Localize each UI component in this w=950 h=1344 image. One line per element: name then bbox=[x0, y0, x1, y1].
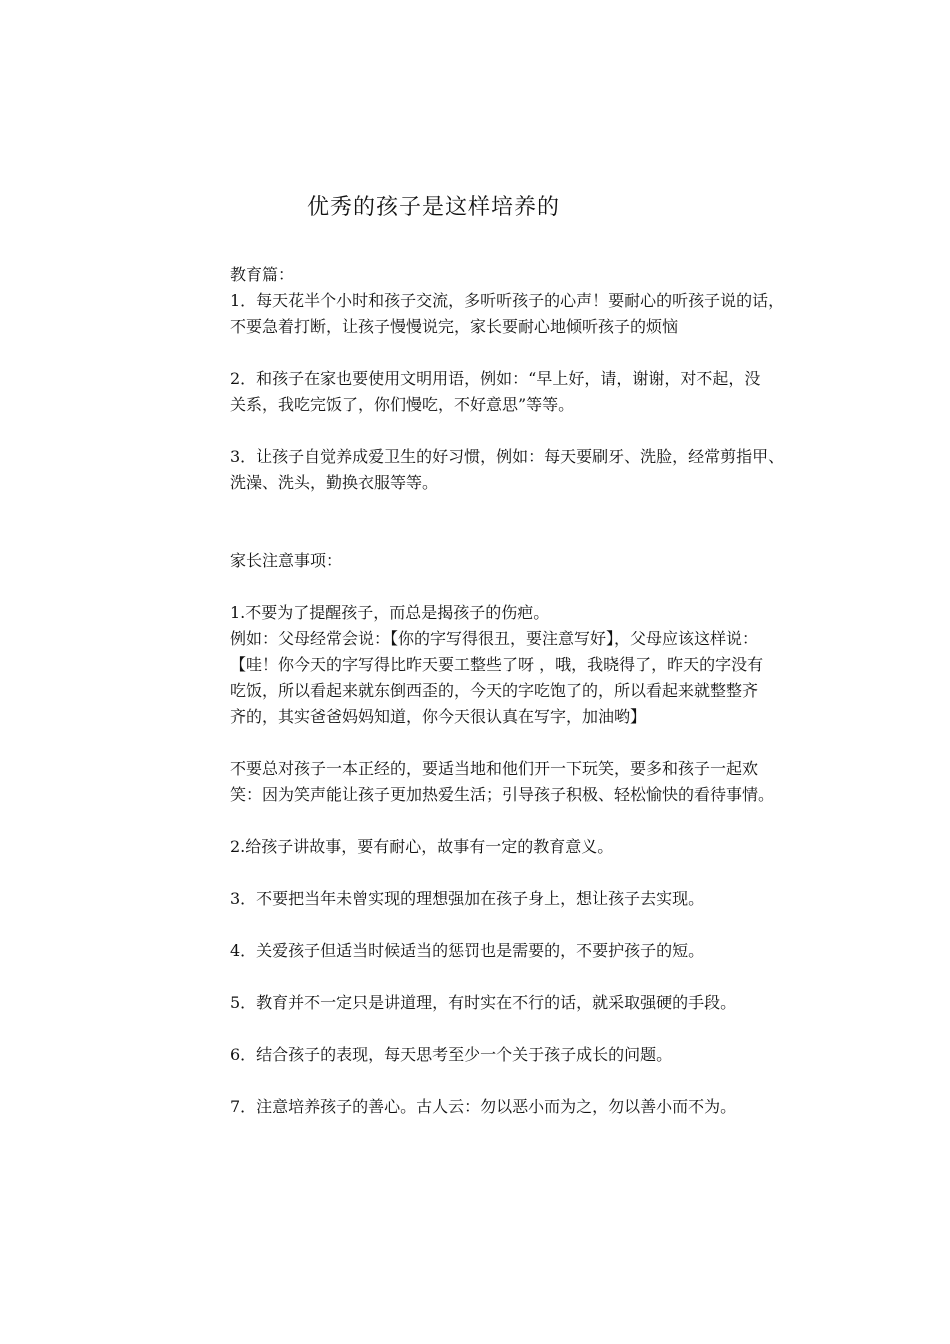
notes-heading: 家长注意事项： bbox=[230, 551, 343, 570]
notes-item-1-line-1: 1.不要为了提醒孩子，而总是揭孩子的伤疤。 bbox=[230, 603, 550, 622]
education-item-3-line-2: 洗澡、洗头，勤换衣服等等。 bbox=[230, 473, 439, 492]
notes-item-6: 6．结合孩子的表现，每天思考至少一个关于孩子成长的问题。 bbox=[230, 1045, 673, 1064]
notes-item-1-line-4: 吃饭，所以看起来就东倒西歪的，今天的字吃饱了的，所以看起来就整整齐 bbox=[230, 681, 759, 700]
notes-item-4: 4．关爱孩子但适当时候适当的惩罚也是需要的，不要护孩子的短。 bbox=[230, 941, 705, 960]
notes-item-2: 2.给孩子讲故事，要有耐心，故事有一定的教育意义。 bbox=[230, 837, 614, 856]
page-title: 优秀的孩子是这样培养的 bbox=[307, 195, 561, 220]
notes-joke-line-1: 不要总对孩子一本正经的，要适当地和他们开一下玩笑，要多和孩子一起欢 bbox=[230, 759, 759, 778]
education-item-3-line-1: 3．让孩子自觉养成爱卫生的好习惯，例如：每天要刷牙、洗脸，经常剪指甲、 bbox=[230, 447, 785, 466]
notes-item-1-line-3: 【哇！你今天的字写得比昨天要工整些了呀 ，哦，我晓得了，昨天的字没有 bbox=[230, 655, 764, 674]
notes-item-3: 3．不要把当年未曾实现的理想强加在孩子身上，想让孩子去实现。 bbox=[230, 889, 705, 908]
education-item-1-line-2: 不要急着打断，让孩子慢慢说完，家长要耐心地倾听孩子的烦恼 bbox=[230, 317, 679, 336]
notes-item-1-line-5: 齐的，其实爸爸妈妈知道，你今天很认真在写字，加油哟】 bbox=[230, 707, 647, 726]
education-item-2-line-2: 关系，我吃完饭了，你们慢吃，不好意思”等等。 bbox=[230, 395, 575, 414]
education-item-1-line-1: 1．每天花半个小时和孩子交流，多听听孩子的心声！要耐心的听孩子说的话， bbox=[230, 291, 785, 310]
notes-joke-line-2: 笑：因为笑声能让孩子更加热爱生活；引导孩子积极、轻松愉快的看待事情。 bbox=[230, 785, 775, 804]
education-heading: 教育篇： bbox=[230, 265, 295, 284]
notes-item-5: 5．教育并不一定只是讲道理，有时实在不行的话，就采取强硬的手段。 bbox=[230, 993, 737, 1012]
notes-item-7: 7．注意培养孩子的善心。古人云：勿以恶小而为之，勿以善小而不为。 bbox=[230, 1097, 737, 1116]
document-body bbox=[230, 262, 875, 1120]
notes-item-1-line-2: 例如：父母经常会说：【你的字写得很丑，要注意写好】，父母应该这样说： bbox=[230, 629, 759, 648]
education-item-2-line-1: 2．和孩子在家也要使用文明用语，例如：“早上好，请，谢谢，对不起，没 bbox=[230, 369, 761, 388]
